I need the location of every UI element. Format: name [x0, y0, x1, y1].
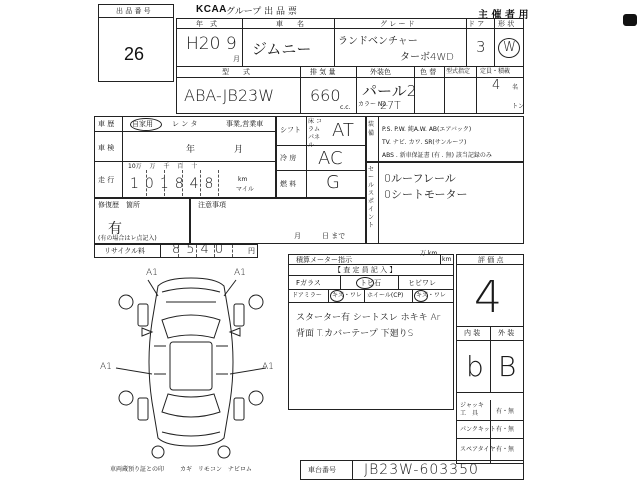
jack-tools-label: ジャッキ 工 具: [460, 402, 484, 417]
inspection-label: 車 検: [98, 144, 115, 152]
spare-tire-label: スペアタイヤ: [460, 446, 496, 453]
shape-value: W: [503, 40, 516, 55]
car-name-label: 車 名: [276, 20, 304, 28]
color-number-label: カラー No.: [358, 101, 388, 108]
puncture-yes-no: 有・無: [496, 426, 515, 433]
mileage-label: 走 行: [98, 176, 115, 184]
color-value: パール2: [362, 82, 417, 100]
shift-label: シフト: [280, 126, 301, 134]
month-unit: 月: [233, 55, 240, 63]
door-value: 3: [476, 38, 486, 56]
footer-keys-label: カギ リモコン ナビロム: [180, 466, 252, 473]
recycle-label: リサイクル料: [104, 247, 146, 255]
grade-value-1: ランドベンチャー: [338, 36, 418, 47]
equipment-line-1: P.S. P.W. 純A.W. AB(エアバック): [382, 126, 472, 133]
chassis-number-label: 車台番号: [308, 466, 336, 474]
inspector-title: 【 査 定 員 記 入 】: [334, 266, 397, 274]
aircon-value: AC: [318, 148, 343, 169]
lot-number-value: 26: [124, 44, 145, 64]
repair-history-label: 修復歴 箇所: [98, 201, 140, 209]
damage-mark-right-side: A1: [262, 362, 274, 372]
score-label: 評 価 点: [478, 256, 504, 264]
capacity-label: 定員・積載: [480, 68, 511, 75]
chip-circle: [356, 277, 374, 289]
chip-label: トビ石: [360, 279, 381, 287]
owner-use-label: 主 催 者 用: [478, 10, 529, 21]
inspector-comment-2: 背面 T.カバーテープ 下廻りS: [296, 329, 414, 339]
history-option-private: 自家用: [132, 120, 153, 128]
grade-value-2: ターボ4WD: [400, 52, 454, 63]
meter-title: 積算メーター指示: [296, 256, 352, 264]
sales-point-side-label: セールスポイント: [368, 166, 375, 229]
damage-mark-front-right: A1: [234, 268, 246, 278]
color-number-value: 27T: [380, 99, 401, 112]
wheel-label: ホイール(CP): [367, 292, 404, 299]
meter-unit: km: [442, 256, 452, 263]
grade-label: グ レ ー ド: [380, 20, 415, 28]
repair-history-note: (有の場合はレ点記入): [98, 235, 157, 242]
inspection-month: 月: [234, 145, 244, 155]
shape-label: 形 状: [498, 20, 515, 28]
displacement-label: 排 気 量: [310, 68, 336, 76]
interior-label: 内 装: [464, 329, 481, 337]
color-change-label: 色 替: [420, 68, 437, 76]
car-damage-diagram: [96, 262, 286, 462]
equipment-side-label: 装 備: [368, 121, 375, 137]
damage-mark-front-left: A1: [146, 268, 158, 278]
year-value: H20 9: [186, 34, 237, 54]
year-label: 年 式: [196, 20, 217, 28]
sales-point-line-1: 0ルーフレール: [384, 172, 456, 185]
notes-date: 月 日 まで: [294, 232, 346, 240]
shape-circle: [498, 38, 520, 58]
aircon-label: 冷 房: [280, 154, 297, 162]
notes-label: 注意事項: [198, 201, 226, 209]
jack-yes-no: 有・無: [496, 408, 515, 415]
door-label: ド ア: [468, 20, 485, 28]
inspection-year: 年: [186, 145, 196, 155]
front-glass-label: Fガラス: [296, 279, 321, 287]
exterior-value: B: [498, 350, 517, 383]
shift-value: AT: [332, 120, 354, 141]
car-name-value: ジムニー: [252, 40, 312, 58]
shift-type-labels: 床 コラム パネル: [308, 118, 322, 149]
model-label: 型 式: [222, 68, 250, 76]
fuel-value: G: [326, 172, 340, 193]
door-mirror-label: ドアミラー: [292, 292, 322, 299]
corner-mark: [623, 14, 637, 26]
mirror-scratch-circle: [330, 290, 344, 302]
interior-value: b: [466, 350, 484, 383]
brand-logo: KCAA: [196, 4, 227, 15]
recycle-unit: 円: [248, 247, 255, 255]
history-circle: [130, 118, 162, 131]
displacement-value: 660: [310, 86, 341, 105]
history-option-rental: レ ン タ: [172, 120, 198, 128]
mileage-mile: マイル: [236, 186, 254, 193]
puncture-kit-label: パンクキット: [460, 426, 496, 433]
capacity-unit: 名: [512, 84, 519, 91]
meter-unit-label: 万 km: [420, 250, 438, 257]
recycle-value: 8540: [172, 242, 230, 257]
fuel-label: 燃 料: [280, 180, 297, 188]
spare-yes-no: 有・無: [496, 446, 515, 453]
lot-number-label: 出 品 番 号: [116, 7, 151, 15]
capacity-value: 4: [492, 78, 501, 93]
inspector-comment-1: スターター有 シートスレ ホキキ Ar: [296, 313, 441, 323]
equipment-line-3: ABS . 新車保証書 (有 . 無) 該当記録のみ: [382, 152, 492, 159]
mirror-scratch-label: キズ・ワレ: [332, 292, 362, 299]
exterior-label: 外 装: [498, 329, 515, 337]
history-label: 車 歴: [98, 120, 115, 128]
model-value: ABA-JB23W: [184, 86, 275, 105]
wheel-scratch-label: キズ・ワレ: [416, 292, 446, 299]
footer-dealer-label: 車両蔵預り証との印: [110, 466, 165, 473]
history-option-business: 事業,営業車: [226, 120, 264, 128]
sales-point-line-2: 0シートモーター: [384, 188, 468, 201]
chassis-number-value: JB23W-603350: [364, 462, 479, 478]
score-value: 4: [474, 272, 502, 323]
cc-unit: c.c.: [340, 104, 351, 111]
wheel-scratch-circle: [414, 290, 428, 302]
damage-mark-left-side: A1: [100, 362, 112, 372]
crack-label: ヒビワレ: [408, 279, 436, 287]
ton-unit: トン: [512, 103, 525, 110]
mileage-digit-labels: 10万 万 千 百 十: [128, 163, 198, 170]
color-label: 外装色: [370, 68, 391, 76]
equipment-line-2: TV. ナビ. カワ. SR(サンルーフ): [382, 139, 467, 146]
form-title: グループ 出 品 票: [226, 7, 297, 17]
mileage-value: 101848: [130, 176, 220, 192]
lot-number-box: [98, 4, 174, 82]
mileage-unit: km: [238, 176, 248, 183]
repair-history-value: 有: [108, 221, 122, 237]
type-label: 型式指定: [446, 68, 471, 75]
